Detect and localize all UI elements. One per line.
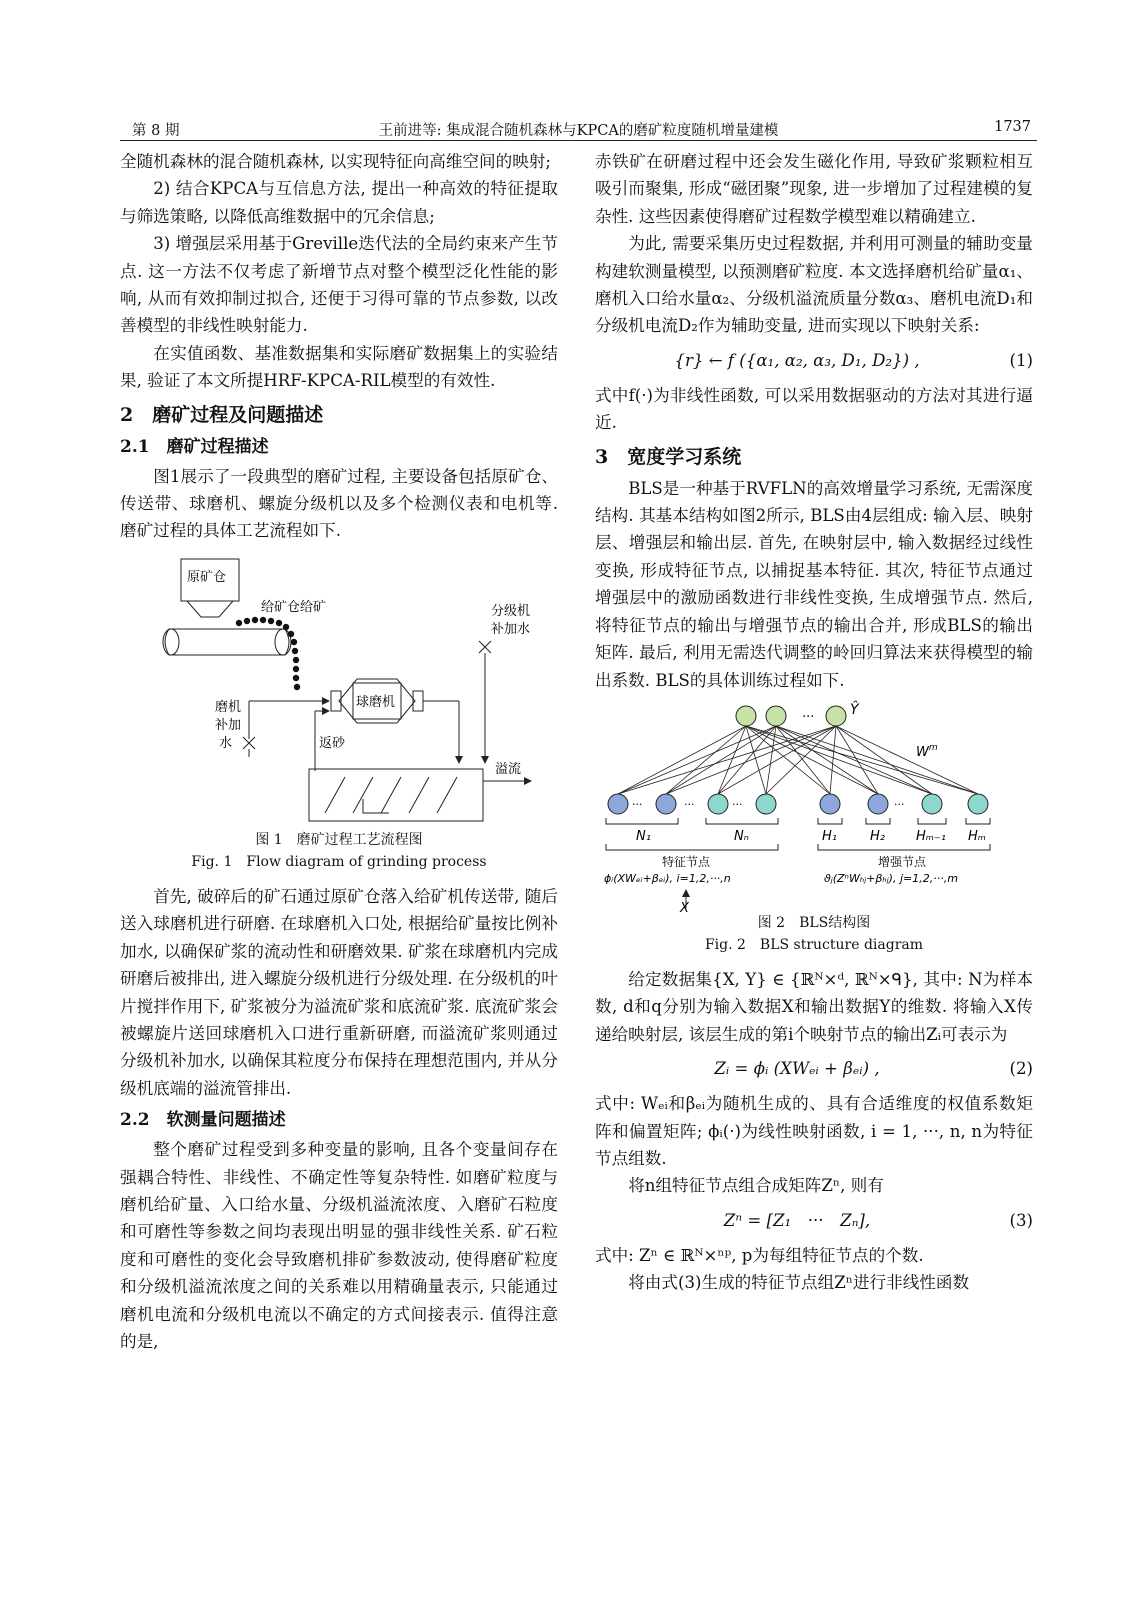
subsection-heading: 2.1 磨矿过程描述 (120, 436, 269, 457)
input-x-label: X (680, 900, 689, 912)
left-column (120, 148, 558, 1355)
hm-label: Hₘ (968, 828, 986, 844)
valve-icon (479, 641, 491, 653)
feature-nodes-formula: ϕᵢ(XWₑᵢ+βₑᵢ), i=1,2,···,n (604, 871, 731, 885)
connection-line (836, 726, 932, 794)
feature-node (656, 794, 676, 814)
mill-water-label-3: 水 (219, 735, 233, 751)
enhancement-node (922, 794, 942, 814)
output-dots: ··· (802, 709, 815, 725)
ore-path-dots (236, 617, 300, 690)
connection-line (776, 726, 978, 794)
equation-1 (595, 340, 1033, 382)
paragraph: 给定数据集{X, Y} ∈ {ℝᴺ×ᵈ, ℝᴺ×ᑫ}, 其中: N为样本数, d和q分别为输入数据X和输出数据Y的维数. 将输入X传递给映射层, 该层生成的第i个映射节点的输出Zᵢ可表示为 (595, 969, 1033, 1044)
connection-line (746, 726, 830, 794)
classifier-water-label-2: 补加水 (491, 621, 531, 637)
n1-label: N₁ (636, 828, 651, 844)
paragraph: 式中f(·)为非线性函数, 可以采用数据驱动的方法对其进行逼近. (595, 385, 1033, 433)
mill-water-label-2: 补加 (215, 717, 242, 733)
equation-body: Zᵢ = ϕᵢ (XWₑᵢ + βₑᵢ) , (714, 1059, 880, 1079)
overflow-label: 溢流 (495, 761, 522, 777)
paragraph: 首先, 破碎后的矿石通过原矿仓落入给矿机传送带, 随后送入球磨机进行研磨. 在球磨机入口处, 根据给矿量按比例补加水, 以确保矿浆的流动性和研磨效果. 矿浆在球磨机内完成研磨后被排出, 进入螺旋分级机进行分级处理. 在分级机的叶片搅拌作用下, 矿浆被分为溢流矿浆和底流矿浆. 底流矿浆会被螺旋片送回球磨机入口进行重新研磨, 而溢流矿浆则通过分级机补加水, 以确保其粒度分布保持在理想范围内, 并从分级机底端的溢流管排出. (120, 886, 558, 1098)
connection-line (830, 726, 836, 794)
hm1-label: Hₘ₋₁ (916, 828, 946, 844)
running-title: 王前进等: 集成混合随机森林与KPCA的磨矿粒度随机增量建模 (378, 123, 779, 139)
equation-2 (595, 1048, 1033, 1090)
enhancement-nodes-formula: ϑⱼ(ZⁿWₕⱼ+βₕⱼ), j=1,2,···,m (824, 871, 958, 885)
connection-line (776, 726, 932, 794)
bls-structure-diagram (596, 700, 1032, 912)
equation-number: (3) (1009, 1211, 1033, 1231)
paragraph: 将n组特征节点组合成矩阵Zⁿ, 则有 (628, 1176, 884, 1196)
equation-body: Zⁿ = [Z₁ ··· Zₙ], (723, 1211, 871, 1231)
running-header (120, 116, 1037, 141)
feeder-label: 给矿仓给矿 (261, 599, 327, 615)
enhancement-node (968, 794, 988, 814)
connection-line (746, 726, 932, 794)
paragraph: 为此, 需要采集历史过程数据, 并利用可测量的辅助变量构建软测量模型, 以预测磨矿粒度. 本文选择磨机给矿量α₁、磨机入口给水量α₂、分级机溢流质量分数α₃、磨机电流D₁和分级机电流D₂作为辅助变量, 进而实现以下映射关系: (595, 234, 1033, 336)
grinding-flow-diagram (139, 551, 539, 829)
section-heading: 2 磨矿过程及问题描述 (120, 403, 324, 426)
figure-caption-en: Fig. 1 Flow diagram of grinding process (191, 853, 487, 870)
right-column (595, 148, 1033, 1297)
subsection-heading: 2.2 软测量问题描述 (120, 1110, 286, 1131)
paragraph: 全随机森林的混合随机森林, 以实现特征向高维空间的映射; (120, 152, 551, 171)
feature-node (756, 794, 776, 814)
enhancement-node (868, 794, 888, 814)
enhancement-nodes-title: 增强节点 (878, 854, 927, 869)
paragraph: 图1展示了一段典型的磨矿过程, 主要设备包括原矿仓、传送带、球磨机、螺旋分级机以及多个检测仪表和电机等. 磨矿过程的具体工艺流程如下. (120, 466, 558, 541)
paragraph: 整个磨矿过程受到多种变量的影响, 且各个变量间存在强耦合特性、非线性、不确定性等复杂特性. 如磨矿粒度与磨机给矿量、入口给水量、分级机溢流浓度、入磨矿石粒度和可磨性等参数之间均表现出明显的强非线性关系. 矿石粒度和可磨性的变化会导致磨机排矿参数波动, 使得磨矿粒度和分级机溢流浓度之间的关系难以用精确量表示, 只能通过磨机电流和分级机电流以不确定的方式间接表示. 值得注意的是, (120, 1140, 558, 1351)
connection-lines (618, 726, 978, 794)
classifier-spiral (325, 777, 457, 813)
page-number: 1737 (994, 119, 1031, 135)
figure-1 (120, 551, 558, 873)
h1-label: H₁ (822, 828, 837, 844)
equation-3 (595, 1200, 1033, 1242)
y-hat-label: Ŷ (850, 701, 859, 718)
paragraph: BLS是一种基于RVFLN的高效增量学习系统, 无需深度结构. 其基本结构如图2所示, BLS由4层组成: 输入层、映射层、增强层和输出层. 首先, 在映射层中, 输入数据经过线性变换, 形成特征节点, 以捕捉基本特征. 其次, 特征节点通过增强层中的激励函数进行非线性变换, 生成增强节点. 然后, 将特征节点的输出与增强节点的输出合并, 形成BLS的输出矩阵. 最后, 利用无需迭代调整的岭回归算法来获得模型的输出系数. BLS的具体训练过程如下. (595, 478, 1033, 690)
figure-caption-cn: 图 1 磨矿过程工艺流程图 (255, 831, 423, 848)
figure-2 (595, 700, 1033, 956)
section-heading: 3 宽度学习系统 (595, 445, 742, 468)
feature-dots: ··· (732, 797, 743, 811)
connection-line (718, 726, 746, 794)
h2-label: H₂ (870, 828, 885, 844)
paragraph: 3) 增强层采用基于Greville迭代法的全局约束来产生节点. 这一方法不仅考虑了新增节点对整个模型泛化性能的影响, 从而有效抑制过拟合, 还便于习得可靠的节点参数, 以改善模型的非线性映射能力. (120, 234, 558, 336)
feature-node (708, 794, 728, 814)
feature-dots: ··· (632, 797, 643, 811)
enhancement-dots: ··· (894, 797, 905, 811)
paragraph: 2) 结合KPCA与互信息方法, 提出一种高效的特征提取与筛选策略, 以降低高维数据中的冗余信息; (120, 179, 558, 226)
mill-water-label-1: 磨机 (215, 699, 242, 715)
output-node (766, 706, 786, 726)
output-node (826, 706, 846, 726)
equation-number: (2) (1009, 1059, 1033, 1079)
ball-mill-label: 球磨机 (356, 694, 396, 710)
equation-body: {r} ← f ({α₁, α₂, α₃, D₁, D₂}) , (674, 351, 920, 371)
connection-line (666, 726, 746, 794)
paragraph: 在实值函数、基准数据集和实际磨矿数据集上的实验结果, 验证了本文所提HRF-KPCA-RIL模型的有效性. (120, 343, 558, 391)
paragraph: 式中: Wₑᵢ和βₑᵢ为随机生成的、具有合适维度的权值系数矩阵和偏置矩阵; ϕᵢ(·)为线性映射函数, i = 1, ···, n, n为特征节点组数. (595, 1094, 1033, 1168)
nn-label: Nₙ (734, 828, 749, 844)
classifier-water-label-1: 分级机 (491, 603, 531, 619)
connection-line (666, 726, 836, 794)
feature-dots: ··· (684, 797, 695, 811)
figure-caption-cn: 图 2 BLS结构图 (757, 914, 871, 931)
figure-caption-en: Fig. 2 BLS structure diagram (704, 936, 924, 953)
ore-bin-label: 原矿仓 (187, 569, 227, 585)
paragraph: 式中: Zⁿ ∈ ℝᴺ×ⁿᵖ, p为每组特征节点的个数. (595, 1245, 924, 1265)
paragraph: 将由式(3)生成的特征节点组Zⁿ进行非线性函数 (628, 1273, 970, 1293)
issue-number: 第 8 期 (132, 123, 180, 139)
equation-number: (1) (1009, 351, 1033, 371)
enhancement-node (820, 794, 840, 814)
conveyor-belt (165, 629, 289, 655)
feature-node (608, 794, 628, 814)
feature-nodes-title: 特征节点 (662, 854, 711, 869)
connection-line (746, 726, 766, 794)
return-sand-label: 返砂 (319, 735, 346, 751)
paragraph: 赤铁矿在研磨过程中还会发生磁化作用, 导致矿浆颗粒相互吸引而聚集, 形成“磁团聚”现象, 进一步增加了过程建模的复杂性. 这些因素使得磨矿过程数学模型难以精确建立. (595, 152, 1033, 226)
output-node (736, 706, 756, 726)
connection-line (618, 726, 776, 794)
weight-label: $W^m$ (916, 742, 938, 760)
